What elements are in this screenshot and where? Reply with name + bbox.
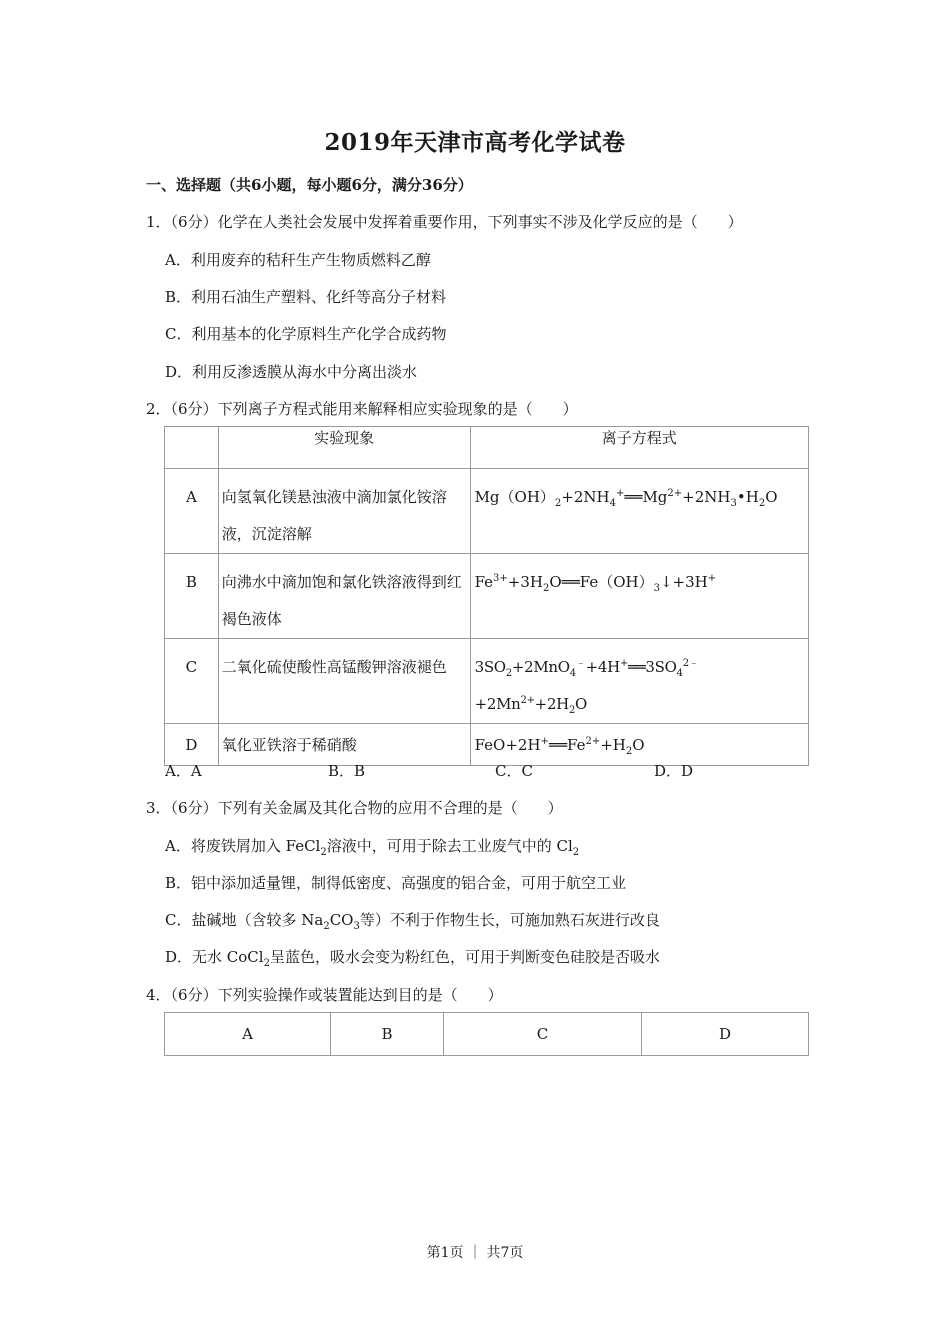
- question-1-option-a: A．利用废弃的秸秆生产生物质燃料乙醇: [165, 251, 431, 269]
- table-header-row: [165, 427, 809, 469]
- question-2-answer-c: C．C: [495, 762, 533, 780]
- column-d: D: [642, 1013, 809, 1056]
- question-3-option-b: B．铝中添加适量锂，制得低密度、高强度的铝合金，可用于航空工业: [165, 874, 627, 892]
- row-equation: $FeO+2H^+══Fe^{2+}+H_2O$: [474, 735, 645, 757]
- column-a: A: [165, 1013, 331, 1056]
- question-3-option-a: A．将废铁屑加入 FeCl$_2$溶液中，可用于除去工业废气中的 $Cl_2$: [165, 837, 580, 858]
- question-2-table: [164, 426, 809, 766]
- page-title: 2019年天津市高考化学试卷: [324, 129, 626, 156]
- question-3-option-d: D．无水 CoCl$_2$呈蓝色，吸水会变为粉红色，可用于判断变色硅胶是否吸水: [165, 948, 660, 969]
- table-header-equation: 离子方程式: [470, 427, 808, 469]
- question-3-stem: 3．（6分）下列有关金属及其化合物的应用不合理的是（ ）: [146, 799, 563, 817]
- question-2-stem: 2．（6分）下列离子方程式能用来解释相应实验现象的是（ ）: [146, 400, 578, 418]
- question-2-answer-a: A．A: [165, 762, 202, 780]
- question-1-option-c: C．利用基本的化学原料生产化学合成药物: [165, 325, 447, 343]
- row-letter: D: [185, 735, 198, 754]
- question-4-stem: 4．（6分）下列实验操作或装置能达到目的是（ ）: [146, 986, 503, 1004]
- column-b: B: [331, 1013, 444, 1056]
- question-4-table: [164, 1012, 809, 1056]
- row-phenomenon: 氧化亚铁溶于稀硝酸: [221, 736, 357, 754]
- table-row: [165, 554, 809, 639]
- question-1-option-d: D．利用反渗透膜从海水中分离出淡水: [165, 363, 418, 381]
- question-1-stem: 1．（6分）化学在人类社会发展中发挥着重要作用，下列事实不涉及化学反应的是（ ）: [146, 213, 743, 231]
- row-phenomenon: 向沸水中滴加饱和氯化铁溶液得到红褐色液体: [221, 573, 462, 628]
- question-1-option-b: B．利用石油生产塑料、化纤等高分子材料: [165, 288, 447, 306]
- table-row: [165, 639, 809, 724]
- question-3-option-c: C．盐碱地（含较多 $Na_2CO_3$等）不利于作物生长，可施加熟石灰进行改良: [165, 911, 660, 932]
- row-equation: $3SO_2+2MnO_4^﹣+4H^+══3SO_4^{2﹣}+2Mn^{2+}+2H_2O$: [474, 658, 699, 716]
- page-footer: 第1页 ｜ 共7页: [426, 1245, 524, 1261]
- section-heading: 一、选择题（共6小题，每小题6分，满分36分）: [146, 176, 473, 194]
- column-c: C: [444, 1013, 642, 1056]
- table-row: [165, 724, 809, 766]
- table-row: [165, 469, 809, 554]
- row-letter: A: [185, 488, 197, 506]
- row-phenomenon: 二氧化硫使酸性高锰酸钾溶液褪色: [221, 658, 447, 676]
- table-header-blank: [165, 427, 219, 469]
- table-header-row: [165, 1013, 809, 1056]
- table-header-phenomenon: 实验现象: [218, 427, 470, 469]
- row-letter: C: [185, 658, 198, 676]
- row-equation: $Mg(OH)_2+2NH_4^+══Mg^{2+}+2NH_3•H_2O$: [474, 488, 778, 509]
- row-equation: $Fe^{3+}+3H_2O══Fe(OH)_3↓+3H^+$: [474, 573, 717, 594]
- row-phenomenon: 向氢氧化镁悬浊液中滴加氯化铵溶液，沉淀溶解: [221, 488, 447, 543]
- row-letter: B: [185, 573, 197, 591]
- question-2-answer-b: B．B: [328, 762, 366, 780]
- question-2-answer-d: D．D: [654, 762, 694, 780]
